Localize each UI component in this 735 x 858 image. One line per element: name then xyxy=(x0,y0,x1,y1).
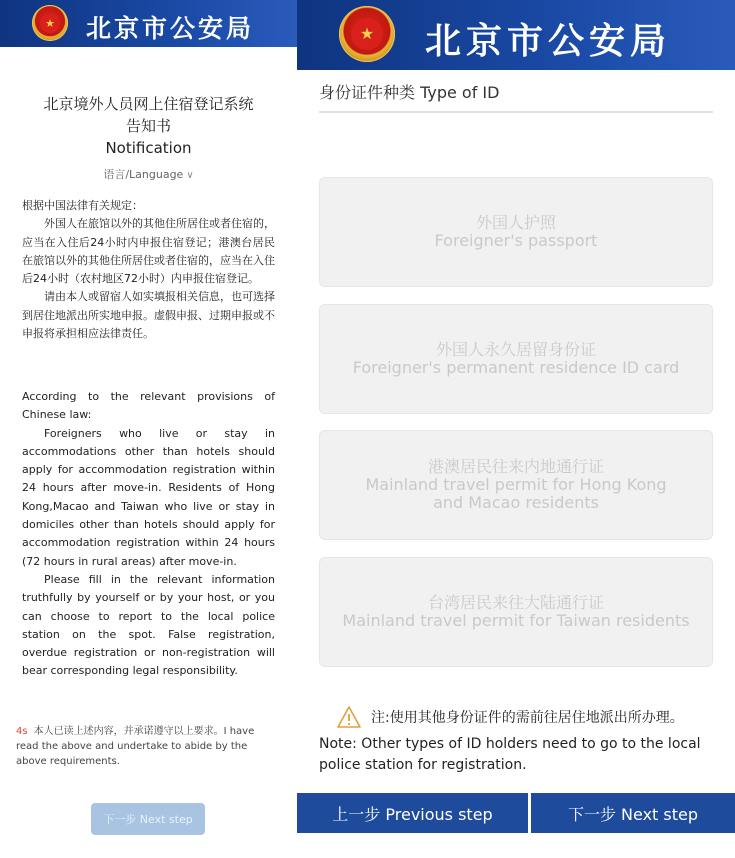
countdown-timer: 4s xyxy=(16,726,28,737)
language-selector[interactable] xyxy=(0,166,297,182)
header-bar xyxy=(297,0,735,70)
bottom-spacer xyxy=(297,833,735,858)
divider xyxy=(319,111,713,113)
system-title: 北京境外人员网上住宿登记系统 xyxy=(43,95,254,113)
option-cn-label: 港澳居民往来内地通行证 xyxy=(427,457,604,476)
header-bar xyxy=(0,0,297,47)
option-en-label: Foreigner's passport xyxy=(434,231,598,250)
option-cn-label: 外国人护照 xyxy=(475,213,556,232)
option-cn-label: 外国人永久居留身份证 xyxy=(435,340,596,359)
note-cn-text: 注:使用其他身份证件的需前往居住地派出所办理。 xyxy=(371,710,684,726)
language-label: 语言/Language xyxy=(103,168,184,181)
police-emblem-icon: ★ xyxy=(339,6,395,62)
id-type-label: 身份证件种类 Type of ID xyxy=(319,83,500,102)
option-en-label: Mainland travel permit for Hong Kong and Macao residents xyxy=(365,475,667,512)
header-title: 北京市公安局 xyxy=(425,21,672,62)
consent-text: 本人已读上述内容，并承诺遵守以上要求。I have read the above and undertake to abide by the above requirements. xyxy=(16,726,255,767)
cn-paragraph-2: 请由本人或留宿人如实填报相关信息，也可选择到居住地派出所实地申报。虚假申报、过期申报或不申报将承担相应法律责任。 xyxy=(22,290,275,341)
option-foreigner-passport[interactable] xyxy=(319,177,713,287)
police-emblem-icon: ★ xyxy=(32,5,68,41)
option-taiwan-permit[interactable] xyxy=(319,557,713,667)
previous-step-button[interactable]: 上一步 Previous step xyxy=(297,793,528,833)
notice-english-title: Notification xyxy=(105,139,192,157)
warning-icon xyxy=(337,706,361,728)
en-paragraph-2: Please fill in the relevant information truthfully by yourself or by your host, or you can choose to report to the local police station on the spot. False registration, overdue registration or non-registration will bear corresponding legal responsibility. xyxy=(22,572,275,678)
next-step-button[interactable]: 下一步 Next step xyxy=(531,793,735,833)
bottom-navigation xyxy=(297,793,735,833)
option-cn-label: 台湾居民来往大陆通行证 xyxy=(427,593,604,612)
note-chinese xyxy=(337,706,684,728)
next-step-button-disabled[interactable]: 下一步 Next step xyxy=(91,803,205,835)
english-notice-text xyxy=(22,388,275,681)
notice-subtitle: 告知书 xyxy=(125,117,171,135)
option-permanent-residence-card[interactable] xyxy=(319,304,713,414)
en-paragraph-1: Foreigners who live or stay in accommodations other than hotels should apply for accommodation registration within 24 hours after move-in. Residents of Hong Kong,Macao and Taiwan who live or stay in domiciles other than hotels should apply for accommodation registration within 24 hours (72 hours in rural areas) after move-in. xyxy=(22,426,275,568)
id-type-screen xyxy=(297,0,735,858)
chinese-notice-text xyxy=(22,197,275,343)
cn-paragraph-1: 外国人在旅馆以外的其他住所居住或者住宿的，应当在入住后24小时内申报住宿登记；港澳台居民在旅馆以外的其他住所居住或者住宿的，应当在入住后24小时（农村地区72小时）内申报住宿登记。 xyxy=(22,217,275,286)
cn-intro: 根据中国法律有关规定： xyxy=(22,199,143,212)
chevron-down-icon: ∨ xyxy=(186,170,194,181)
note-english: Note: Other types of ID holders need to go to the local police station for registration. xyxy=(319,736,701,773)
header-title: 北京市公安局 xyxy=(86,14,255,43)
option-en-label: Foreigner's permanent residence ID card xyxy=(352,358,680,377)
notification-screen xyxy=(0,0,297,858)
consent-statement xyxy=(16,724,276,769)
en-intro: According to the relevant provisions of Chinese law: xyxy=(22,390,275,422)
option-en-label: Mainland travel permit for Taiwan residents xyxy=(342,611,690,630)
option-hk-macao-permit[interactable] xyxy=(319,430,713,540)
